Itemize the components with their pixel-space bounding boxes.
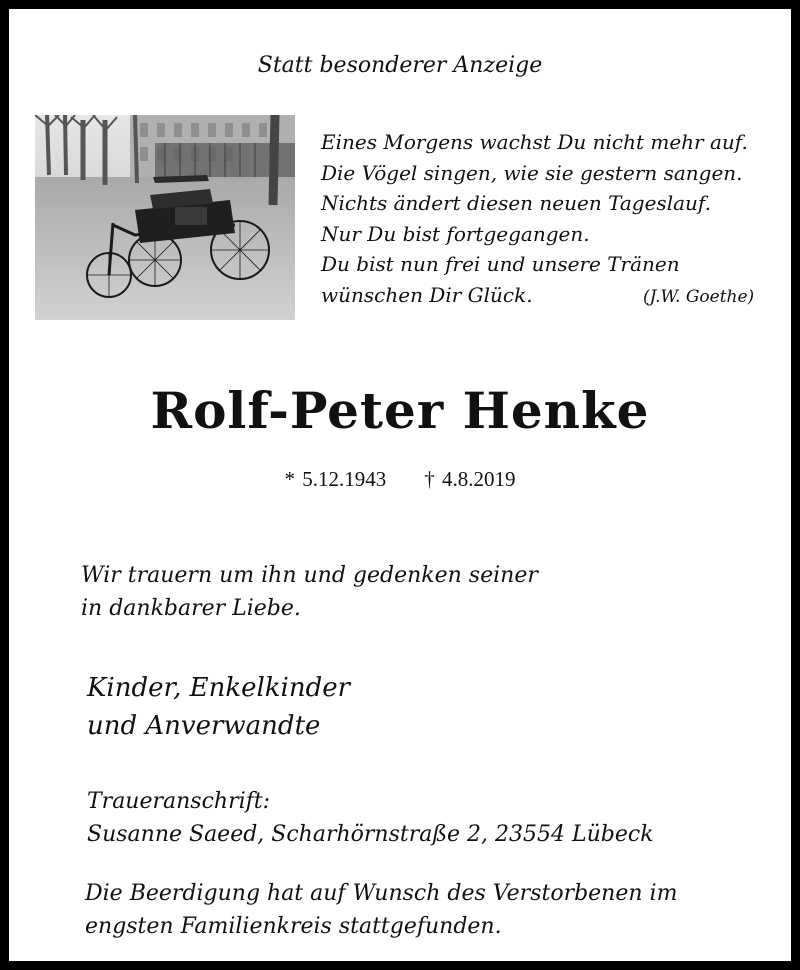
poem-line: Die Vögel singen, wie sie gestern sangen.: [321, 160, 743, 185]
historic-car-photo: [35, 115, 295, 320]
life-dates: [9, 467, 791, 492]
poem-line: wünschen Dir Glück.: [321, 282, 533, 307]
address-label: Traueranschrift:: [87, 789, 271, 814]
deceased-name: Rolf-Peter Henke: [150, 381, 650, 440]
notice-header: Statt besonderer Anzeige: [257, 53, 543, 78]
poem-line: Du bist nun frei und unsere Tränen: [321, 252, 680, 276]
poem-author: (J.W. Goethe): [643, 286, 755, 307]
mourning-line: Wir trauern um ihn und gedenken seiner: [81, 563, 538, 588]
family-line: und Anverwandte: [87, 711, 321, 741]
poem: [321, 127, 791, 310]
car-photo-illustration: [35, 115, 295, 320]
poem-line: Nur Du bist fortgegangen.: [321, 221, 590, 246]
poem-line: Nichts ändert diesen neuen Tageslauf.: [321, 191, 711, 215]
family-line: Kinder, Enkelkinder: [87, 673, 351, 703]
address-value: Susanne Saeed, Scharhörnstraße 2, 23554 Lübeck: [87, 822, 654, 847]
family-signature: [87, 669, 350, 745]
mourning-address: [87, 785, 654, 851]
funeral-line: Die Beerdigung hat auf Wunsch des Verstorbenen im: [85, 881, 678, 906]
poem-line: Eines Morgens wachst Du nicht mehr auf.: [321, 130, 748, 154]
mourning-line: in dankbarer Liebe.: [81, 596, 301, 621]
death-date: † 4.8.2019: [424, 467, 516, 491]
poem-line-last: [321, 280, 791, 311]
funeral-note: [85, 877, 677, 943]
mourning-text: [81, 559, 538, 625]
birth-date: * 5.12.1943: [284, 467, 387, 491]
funeral-line: engsten Familienkreis stattgefunden.: [85, 914, 502, 939]
